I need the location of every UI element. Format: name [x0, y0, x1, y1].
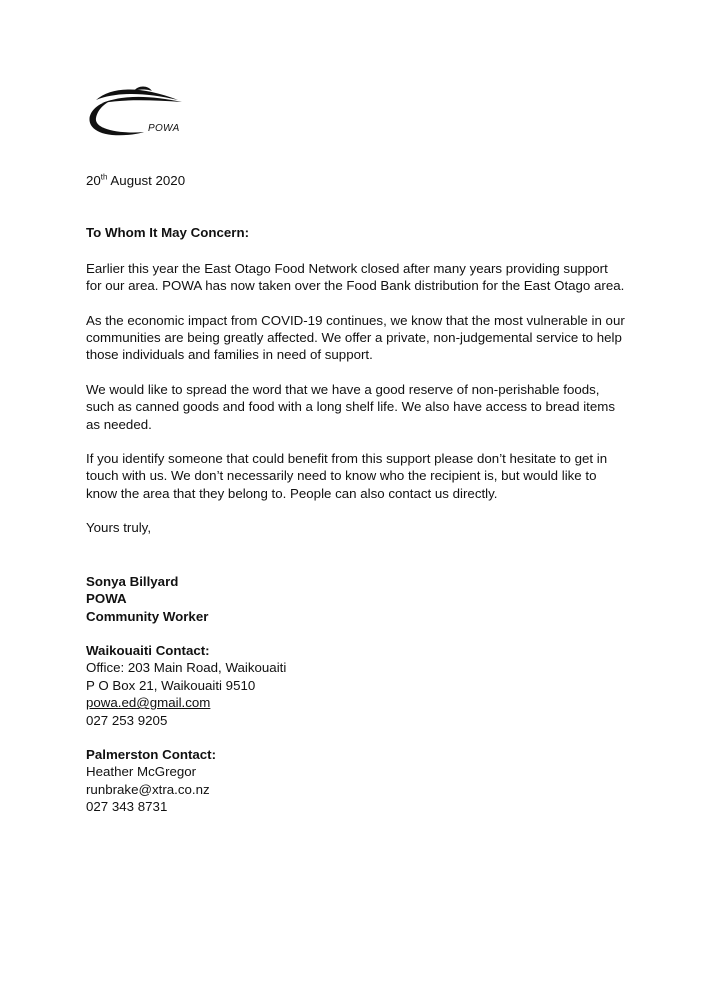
paragraph: If you identify someone that could benefit from this support please don’t hesitate to get in touch with us. We don’t necessarily need to know who the recipient is, but would like to know the area that they belong to. People can also contact us directly.	[86, 451, 608, 501]
office-address: Office: 203 Main Road, Waikouaiti	[86, 660, 287, 676]
phone-number: 027 253 9205	[86, 712, 168, 728]
salutation: To Whom It May Concern:	[86, 225, 250, 241]
logo-wordmark: POWA	[148, 123, 180, 134]
waikouaiti-contact-heading: Waikouaiti Contact:	[86, 642, 210, 658]
signature-role: Community Worker	[86, 608, 209, 624]
date-suffix: th	[100, 172, 108, 182]
phone-number: 027 343 8731	[86, 799, 168, 815]
signature-block	[86, 573, 626, 625]
po-box-address: P O Box 21, Waikouaiti 9510	[86, 677, 256, 693]
powa-logo	[82, 80, 186, 142]
letter-body	[86, 172, 626, 833]
date-day: 20	[86, 173, 101, 188]
paragraph: Earlier this year the East Otago Food Network closed after many years providing support for our area. POWA has now taken over the Food Bank distribution for the East Otago area.	[86, 260, 625, 294]
letter-date	[86, 172, 626, 189]
palmerston-contact-heading: Palmerston Contact:	[86, 746, 217, 762]
email-line	[86, 694, 626, 711]
palmerston-contact-block	[86, 746, 626, 816]
email-link[interactable]: powa.ed@gmail.com	[86, 695, 211, 711]
paragraph: We would like to spread the word that we have a good reserve of non-perishable foods, such as canned goods and food with a long shelf life. We also have access to bread items as needed.	[86, 381, 615, 432]
contact-name: Heather McGregor	[86, 764, 197, 780]
contact-email: runbrake@xtra.co.nz	[86, 781, 210, 797]
paragraph: As the economic impact from COVID-19 continues, we know that the most vulnerable in our communities are being greatly affected. We offer a private, non-judgemental service to help those individuals and families in need of support.	[86, 312, 625, 363]
signature-organization: POWA	[86, 591, 127, 607]
waikouaiti-contact-block	[86, 642, 626, 729]
signature-name: Sonya Billyard	[86, 573, 179, 589]
date-rest: August 2020	[107, 173, 186, 188]
closing: Yours truly,	[86, 520, 152, 536]
